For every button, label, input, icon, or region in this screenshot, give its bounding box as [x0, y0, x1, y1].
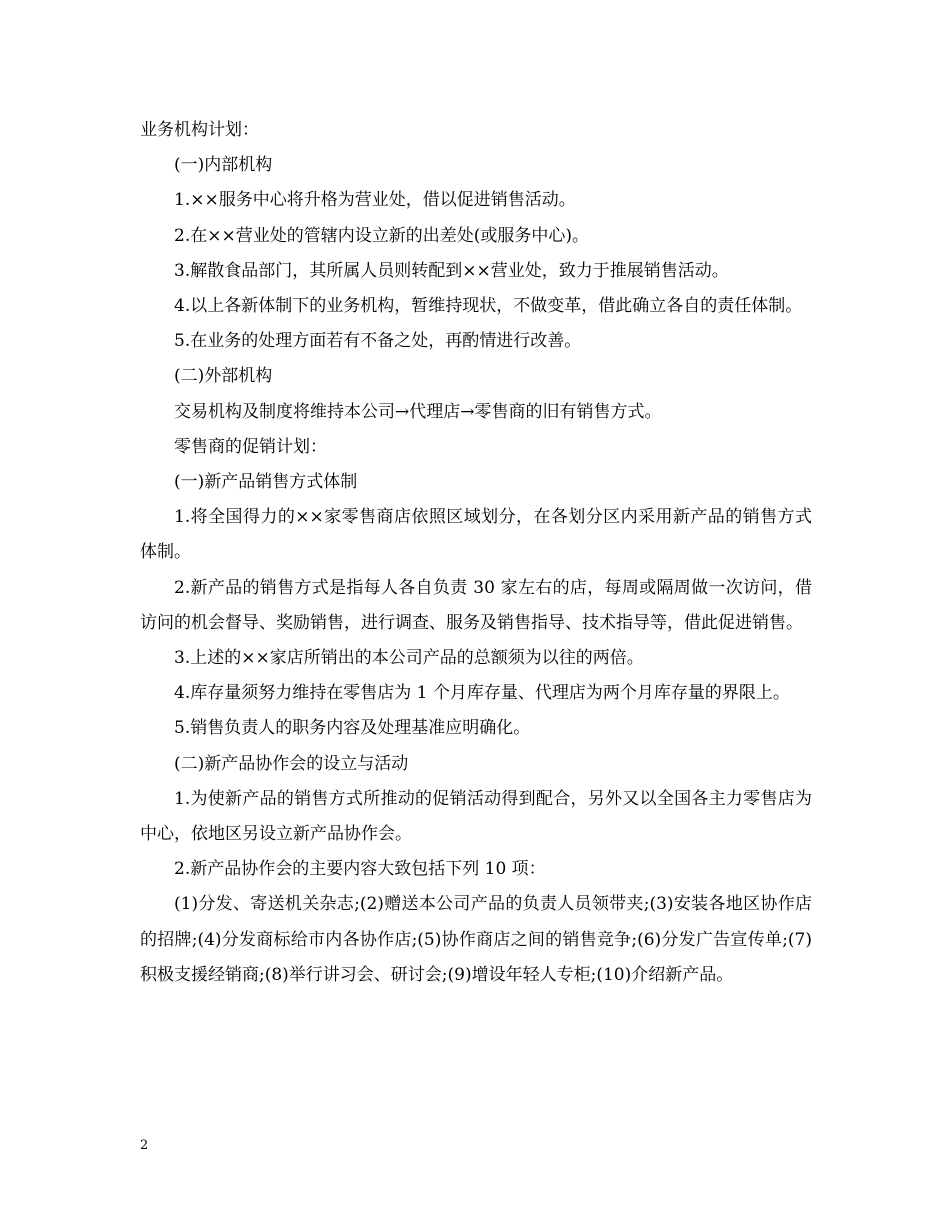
paragraph: 5.在业务的处理方面若有不备之处，再酌情进行改善。: [174, 331, 582, 352]
paragraph: 2.在××营业处的管辖内设立新的出差处(或服务中心)。: [174, 225, 589, 246]
page-number: 2: [140, 1138, 149, 1153]
paragraph: (二)外部机构: [174, 366, 273, 387]
paragraph: (1)分发、寄送机关杂志;(2)赠送本公司产品的负责人员领带夹;(3)安装各地区协作店的招牌;(4)分发商标给市内各协作店;(5)协作商店之间的销售竞争;(6)分发广告宣传单;(7)积极支援经销商;(8)举行讲习会、研讨会;(9)增设年轻人专柜;(10)介绍新产品。: [140, 894, 812, 985]
paragraph: 2.新产品的销售方式是指每人各自负责 30 家左右的店，每周或隔周做一次访问，借访问的机会督导、奖励销售，进行调查、服务及销售指导、技术指导等，借此促进销售。: [140, 577, 812, 633]
paragraph: 3.上述的××家店所销出的本公司产品的总额须为以往的两倍。: [174, 648, 644, 669]
paragraph: (一)内部机构: [174, 155, 273, 176]
paragraph: 1.将全国得力的××家零售商店依照区域划分，在各划分区内采用新产品的销售方式体制。: [140, 507, 812, 563]
paragraph: 3.解散食品部门，其所属人员则转配到××营业处，致力于推展销售活动。: [174, 260, 729, 281]
paragraph: 业务机构计划：: [140, 120, 259, 140]
paragraph: (一)新产品销售方式体制: [174, 472, 358, 493]
paragraph: 5.销售负责人的职务内容及处理基准应明确化。: [174, 718, 531, 739]
paragraph: 1.为使新产品的销售方式所推动的促销活动得到配合，另外又以全国各主力零售店为中心，依地区另设立新产品协作会。: [140, 788, 812, 845]
document-body: [140, 113, 812, 993]
paragraph: 零售商的促销计划：: [174, 436, 327, 457]
paragraph: (二)新产品协作会的设立与活动: [174, 753, 409, 774]
paragraph: 1.××服务中心将升格为营业处，借以促进销售活动。: [174, 190, 576, 211]
paragraph: 2.新产品协作会的主要内容大致包括下列 10 项：: [174, 859, 546, 880]
paragraph: 交易机构及制度将维持本公司→代理店→零售商的旧有销售方式。: [174, 401, 662, 422]
paragraph: 4.以上各新体制下的业务机构，暂维持现状，不做变革，借此确立各自的责任体制。: [174, 296, 803, 317]
paragraph: 4.库存量须努力维持在零售店为 1 个月库存量、代理店为两个月库存量的界限上。: [174, 683, 790, 704]
